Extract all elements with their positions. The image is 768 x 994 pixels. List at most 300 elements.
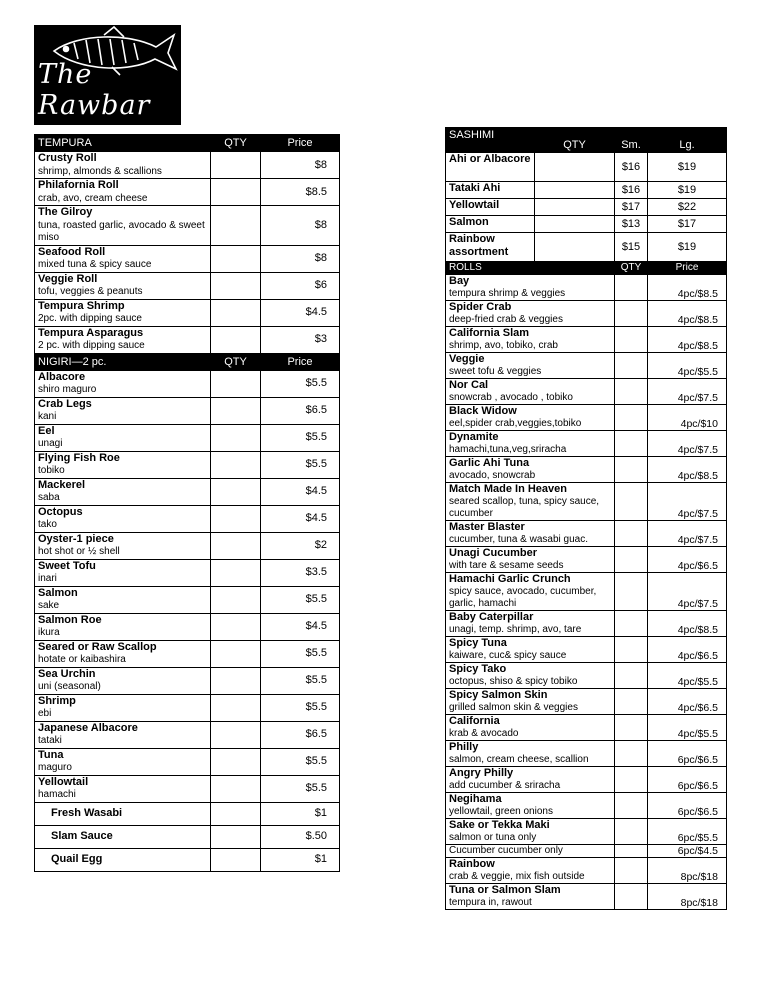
item-name: Philafornia Roll: [38, 179, 119, 191]
item-name: Eel: [38, 424, 55, 437]
qty-cell[interactable]: [211, 825, 261, 848]
menu-item: [35, 694, 340, 721]
qty-cell[interactable]: [535, 233, 615, 262]
item-desc: kani: [38, 411, 57, 422]
qty-cell[interactable]: [615, 483, 648, 521]
item-desc: unagi, temp. shrimp, avo, tare: [449, 624, 582, 635]
item-price: $5.5: [261, 775, 340, 802]
item-cell: [35, 613, 211, 640]
qty-header: QTY: [535, 128, 615, 153]
item-cell: [446, 884, 615, 910]
section-title: SASHIMI: [446, 128, 535, 153]
qty-header: QTY: [211, 353, 261, 370]
rawbar-logo: [34, 25, 181, 125]
item-name: Shrimp: [38, 694, 76, 707]
item-cell: [446, 858, 615, 884]
item-cell: [35, 451, 211, 478]
item-name: Baby Caterpillar: [449, 611, 534, 623]
qty-cell[interactable]: [211, 667, 261, 694]
menu-item: [446, 182, 727, 199]
qty-cell[interactable]: [211, 748, 261, 775]
item-name: The Gilroy: [38, 206, 93, 218]
item-cell: [446, 767, 615, 793]
qty-cell[interactable]: [211, 326, 261, 353]
menu-item: [446, 216, 727, 233]
item-cell: [35, 272, 211, 299]
menu-item: [446, 845, 727, 858]
qty-cell[interactable]: [615, 715, 648, 741]
item-price: 4pc/$8.5: [648, 457, 727, 483]
qty-cell[interactable]: [615, 379, 648, 405]
item-name: California Slam: [449, 327, 530, 339]
item-name: Ahi or Albacore: [446, 153, 535, 182]
item-price: 4pc/$5.5: [648, 353, 727, 379]
item-price: 4pc/$7.5: [648, 521, 727, 547]
item-price: $2: [261, 532, 340, 559]
menu-item: [35, 640, 340, 667]
item-name: Salmon Roe: [38, 613, 102, 626]
item-price: 8pc/$18: [648, 858, 727, 884]
item-price: $6.5: [261, 397, 340, 424]
extra-price: $1: [261, 848, 340, 871]
qty-cell[interactable]: [211, 397, 261, 424]
item-cell: [446, 483, 615, 521]
item-desc: tobiko: [38, 465, 65, 476]
item-cell: [446, 457, 615, 483]
qty-cell[interactable]: [211, 152, 261, 179]
qty-cell[interactable]: [211, 424, 261, 451]
item-price: $5.5: [261, 640, 340, 667]
qty-cell[interactable]: [615, 353, 648, 379]
menu-item: [446, 233, 727, 262]
menu-item: [446, 153, 727, 182]
item-cell: [35, 559, 211, 586]
item-cell: [446, 547, 615, 573]
qty-cell[interactable]: [615, 845, 648, 858]
item-desc: 2 pc. with dipping sauce: [38, 340, 145, 351]
qty-cell[interactable]: [615, 689, 648, 715]
sm-header: Sm.: [615, 128, 648, 153]
item-cell: [35, 370, 211, 397]
sm-price: $16: [615, 153, 648, 182]
menu-item: [35, 179, 340, 206]
qty-cell[interactable]: [211, 245, 261, 272]
item-price: $5.5: [261, 748, 340, 775]
menu-item: [35, 245, 340, 272]
item-desc: kaiware, cuc& spicy sauce: [449, 650, 567, 661]
qty-cell[interactable]: [615, 793, 648, 819]
item-desc: Cucumber cucumber only: [449, 845, 563, 856]
extra-name: Slam Sauce: [51, 829, 113, 842]
lg-price: $19: [648, 153, 727, 182]
menu-item: [446, 819, 727, 845]
item-desc: inari: [38, 573, 57, 584]
item-name: Flying Fish Roe: [38, 451, 120, 464]
menu-item: [446, 715, 727, 741]
qty-cell[interactable]: [211, 802, 261, 825]
item-price: 4pc/$6.5: [648, 547, 727, 573]
qty-cell[interactable]: [535, 182, 615, 199]
item-price: 4pc/$7.5: [648, 431, 727, 457]
menu-item: [446, 884, 727, 910]
lg-price: $19: [648, 182, 727, 199]
item-name: Seafood Roll: [38, 245, 106, 258]
nigiri-header: [35, 353, 340, 370]
item-cell: [446, 431, 615, 457]
item-name: Crusty Roll: [38, 152, 97, 164]
item-name: Veggie Roll: [38, 272, 98, 285]
qty-cell[interactable]: [211, 272, 261, 299]
extra-item: [35, 802, 340, 825]
item-price: $5.5: [261, 451, 340, 478]
item-cell: [446, 405, 615, 431]
item-name: Sweet Tofu: [38, 559, 96, 572]
item-desc: spicy sauce, avocado, cucumber, garlic, hamachi: [449, 586, 597, 609]
extra-name: Fresh Wasabi: [51, 806, 123, 819]
item-name: Unagi Cucumber: [449, 547, 538, 559]
menu-item: [35, 451, 340, 478]
item-cell: [35, 326, 211, 353]
extra-price: $1: [261, 802, 340, 825]
item-price: $5.5: [261, 424, 340, 451]
qty-cell[interactable]: [211, 532, 261, 559]
qty-cell[interactable]: [615, 431, 648, 457]
item-name: Salmon: [38, 586, 78, 599]
item-price: 6pc/$6.5: [648, 767, 727, 793]
qty-cell[interactable]: [615, 405, 648, 431]
extra-cell: [35, 848, 211, 871]
menu-item: [446, 353, 727, 379]
item-name: Oyster-1 piece: [38, 532, 114, 545]
extra-cell: [35, 825, 211, 848]
qty-cell[interactable]: [615, 457, 648, 483]
qty-cell[interactable]: [211, 505, 261, 532]
price-header: Price: [261, 353, 340, 370]
item-name: Rainbow: [449, 858, 495, 870]
qty-cell[interactable]: [211, 370, 261, 397]
sm-price: $17: [615, 199, 648, 216]
menu-item: [35, 326, 340, 353]
menu-item: [35, 299, 340, 326]
item-cell: [35, 397, 211, 424]
item-desc: ikura: [38, 627, 60, 638]
item-price: 4pc/$7.5: [648, 573, 727, 611]
item-name: Albacore: [38, 370, 86, 383]
item-name: Tuna: [38, 748, 64, 761]
lg-price: $17: [648, 216, 727, 233]
item-price: $4.5: [261, 478, 340, 505]
menu-item: [446, 301, 727, 327]
qty-cell[interactable]: [535, 216, 615, 233]
item-cell: [446, 637, 615, 663]
qty-cell[interactable]: [211, 299, 261, 326]
item-cell: [446, 663, 615, 689]
menu-item: [35, 667, 340, 694]
logo-wordmark: The Rawbar: [38, 59, 151, 121]
item-name: Sea Urchin: [38, 667, 96, 680]
menu-item: [446, 199, 727, 216]
menu-item: [446, 611, 727, 637]
item-desc: unagi: [38, 438, 63, 449]
menu-item: [35, 559, 340, 586]
item-cell: [446, 689, 615, 715]
item-name: Seared or Raw Scallop: [38, 640, 157, 653]
qty-cell[interactable]: [211, 775, 261, 802]
item-desc: uni (seasonal): [38, 681, 101, 692]
extra-item: [35, 825, 340, 848]
qty-cell[interactable]: [615, 301, 648, 327]
menu-item: [35, 748, 340, 775]
qty-cell[interactable]: [211, 179, 261, 206]
qty-cell[interactable]: [211, 478, 261, 505]
item-cell: [446, 379, 615, 405]
menu-item: [446, 663, 727, 689]
item-desc: tataki: [38, 735, 62, 746]
item-name: Crab Legs: [38, 397, 92, 410]
item-cell: [446, 819, 615, 845]
item-name: Tataki Ahi: [446, 182, 535, 199]
item-cell: [35, 424, 211, 451]
item-cell: [446, 845, 615, 858]
item-desc: salmon or tuna only: [449, 832, 537, 843]
item-cell: [446, 301, 615, 327]
item-desc: with tare & sesame seeds: [449, 560, 564, 571]
item-price: 6pc/$6.5: [648, 793, 727, 819]
item-price: $5.5: [261, 667, 340, 694]
item-price: 6pc/$6.5: [648, 741, 727, 767]
item-name: Master Blaster: [449, 521, 525, 533]
item-price: $4.5: [261, 299, 340, 326]
item-desc: seared scallop, tuna, spicy sauce, cucumber: [449, 496, 600, 519]
item-desc: octopus, shiso & spicy tobiko: [449, 676, 578, 687]
menu-item: [446, 483, 727, 521]
menu-item: [35, 721, 340, 748]
qty-cell[interactable]: [615, 819, 648, 845]
qty-cell[interactable]: [615, 858, 648, 884]
item-cell: [35, 721, 211, 748]
item-name: California: [449, 715, 500, 727]
item-price: $5.5: [261, 694, 340, 721]
item-name: Japanese Albacore: [38, 721, 138, 734]
item-desc: salmon, cream cheese, scallion: [449, 754, 589, 765]
qty-header: QTY: [211, 135, 261, 152]
menu-item: [446, 547, 727, 573]
item-cell: [35, 505, 211, 532]
menu-item: [446, 521, 727, 547]
item-name: Octopus: [38, 505, 83, 518]
item-desc: 2pc. with dipping sauce: [38, 313, 142, 324]
item-desc: hot shot or ½ shell: [38, 546, 120, 557]
menu-item: [35, 775, 340, 802]
item-desc: shiro maguro: [38, 384, 97, 395]
item-price: $3: [261, 326, 340, 353]
menu-item: [446, 741, 727, 767]
qty-cell[interactable]: [211, 451, 261, 478]
item-name: Negihama: [449, 793, 502, 805]
item-name: Yellowtail: [38, 775, 89, 788]
item-cell: [446, 793, 615, 819]
item-desc: hotate or kaibashira: [38, 654, 126, 665]
item-cell: [35, 152, 211, 179]
item-desc: hamachi,tuna,veg,sriracha: [449, 444, 567, 455]
item-name: Veggie: [449, 353, 485, 365]
menu-item: [446, 275, 727, 301]
item-price: 6pc/$4.5: [648, 845, 727, 858]
qty-cell[interactable]: [211, 694, 261, 721]
lg-price: $19: [648, 233, 727, 262]
item-price: 4pc/$8.5: [648, 275, 727, 301]
qty-header: QTY: [615, 262, 648, 275]
item-cell: [446, 741, 615, 767]
item-name: Bay: [449, 275, 470, 287]
item-desc: shrimp, almonds & scallions: [38, 165, 162, 177]
item-name: Black Widow: [449, 405, 517, 417]
item-name: Tuna or Salmon Slam: [449, 884, 561, 896]
extra-cell: [35, 802, 211, 825]
item-price: 4pc/$7.5: [648, 379, 727, 405]
item-name: Philly: [449, 741, 479, 753]
qty-cell[interactable]: [211, 721, 261, 748]
item-price: $4.5: [261, 505, 340, 532]
item-cell: [446, 327, 615, 353]
item-name: Dynamite: [449, 431, 499, 443]
qty-cell[interactable]: [615, 611, 648, 637]
qty-cell[interactable]: [211, 206, 261, 246]
item-price: 4pc/$7.5: [648, 483, 727, 521]
item-price: 8pc/$18: [648, 884, 727, 910]
item-cell: [35, 478, 211, 505]
item-desc: tofu, veggies & peanuts: [38, 286, 143, 297]
menu-item: [446, 431, 727, 457]
menu-item: [446, 689, 727, 715]
qty-cell[interactable]: [615, 547, 648, 573]
sm-price: $15: [615, 233, 648, 262]
item-price: $8: [261, 206, 340, 246]
item-price: $6.5: [261, 721, 340, 748]
item-cell: [35, 206, 211, 246]
menu-item: [446, 793, 727, 819]
menu-item: [35, 505, 340, 532]
qty-cell[interactable]: [615, 275, 648, 301]
sm-price: $16: [615, 182, 648, 199]
item-name: Nor Cal: [449, 379, 489, 391]
item-name: Spicy Salmon Skin: [449, 689, 548, 701]
item-desc: snowcrab , avocado , tobiko: [449, 392, 573, 403]
item-desc: tako: [38, 519, 57, 530]
menu-item: [446, 379, 727, 405]
item-desc: tempura shrimp & veggies: [449, 288, 566, 299]
menu-item: [446, 767, 727, 793]
item-cell: [446, 353, 615, 379]
item-cell: [35, 179, 211, 206]
item-name: Spicy Tako: [449, 663, 507, 675]
item-cell: [35, 694, 211, 721]
section-title: ROLLS: [446, 262, 615, 275]
item-name: Yellowtail: [446, 199, 535, 216]
item-price: 4pc/$5.5: [648, 663, 727, 689]
item-name: Spicy Tuna: [449, 637, 507, 649]
qty-cell[interactable]: [615, 521, 648, 547]
lg-price: $22: [648, 199, 727, 216]
menu-item: [35, 613, 340, 640]
item-desc: deep-fried crab & veggies: [449, 314, 563, 325]
item-desc: tempura in, rawout: [449, 897, 532, 908]
item-price: $8.5: [261, 179, 340, 206]
menu-item: [446, 573, 727, 611]
item-cell: [35, 640, 211, 667]
item-price: $8: [261, 245, 340, 272]
item-desc: tuna, roasted garlic, avocado & sweet miso: [38, 219, 205, 243]
menu-item: [446, 327, 727, 353]
menu-item: [446, 405, 727, 431]
extra-item: [35, 848, 340, 871]
qty-cell[interactable]: [211, 586, 261, 613]
menu-item: [35, 424, 340, 451]
item-desc: eel,spider crab,veggies,tobiko: [449, 418, 582, 429]
item-price: 4pc/$5.5: [648, 715, 727, 741]
qty-cell[interactable]: [211, 559, 261, 586]
qty-cell[interactable]: [211, 848, 261, 871]
item-desc: crab & veggie, mix fish outside: [449, 871, 585, 882]
item-cell: [35, 775, 211, 802]
item-cell: [446, 573, 615, 611]
section-title: NIGIRI—2 pc.: [35, 353, 211, 370]
item-price: $5.5: [261, 370, 340, 397]
item-cell: [35, 586, 211, 613]
qty-cell[interactable]: [615, 741, 648, 767]
menu-item: [35, 586, 340, 613]
item-name: Salmon: [446, 216, 535, 233]
qty-cell[interactable]: [615, 327, 648, 353]
item-desc: ebi: [38, 708, 52, 719]
item-cell: [35, 748, 211, 775]
section-title: TEMPURA: [35, 135, 211, 152]
item-name: Hamachi Garlic Crunch: [449, 573, 571, 585]
qty-cell[interactable]: [615, 663, 648, 689]
extra-price: $.50: [261, 825, 340, 848]
qty-cell[interactable]: [615, 767, 648, 793]
item-cell: [35, 245, 211, 272]
qty-cell[interactable]: [535, 199, 615, 216]
menu-item: [35, 370, 340, 397]
item-desc: avocado, snowcrab: [449, 470, 536, 481]
item-name: Garlic Ahi Tuna: [449, 457, 530, 469]
qty-cell[interactable]: [615, 637, 648, 663]
item-price: 4pc/$6.5: [648, 637, 727, 663]
menu-item: [35, 206, 340, 246]
item-cell: [446, 715, 615, 741]
item-name: Mackerel: [38, 478, 86, 491]
qty-cell[interactable]: [211, 640, 261, 667]
item-price: $6: [261, 272, 340, 299]
menu-item: [446, 858, 727, 884]
menu-item: [446, 457, 727, 483]
qty-cell[interactable]: [535, 153, 615, 182]
item-desc: maguro: [38, 762, 72, 773]
qty-cell[interactable]: [615, 573, 648, 611]
item-desc: add cucumber & sriracha: [449, 780, 561, 791]
item-desc: sweet tofu & veggies: [449, 366, 542, 377]
item-name: Match Made In Heaven: [449, 483, 567, 495]
sm-price: $13: [615, 216, 648, 233]
item-cell: [35, 299, 211, 326]
qty-cell[interactable]: [615, 884, 648, 910]
item-desc: grilled salmon skin & veggies: [449, 702, 578, 713]
item-cell: [35, 667, 211, 694]
qty-cell[interactable]: [211, 613, 261, 640]
item-name: Rainbow assortment: [446, 233, 535, 262]
item-cell: [35, 532, 211, 559]
